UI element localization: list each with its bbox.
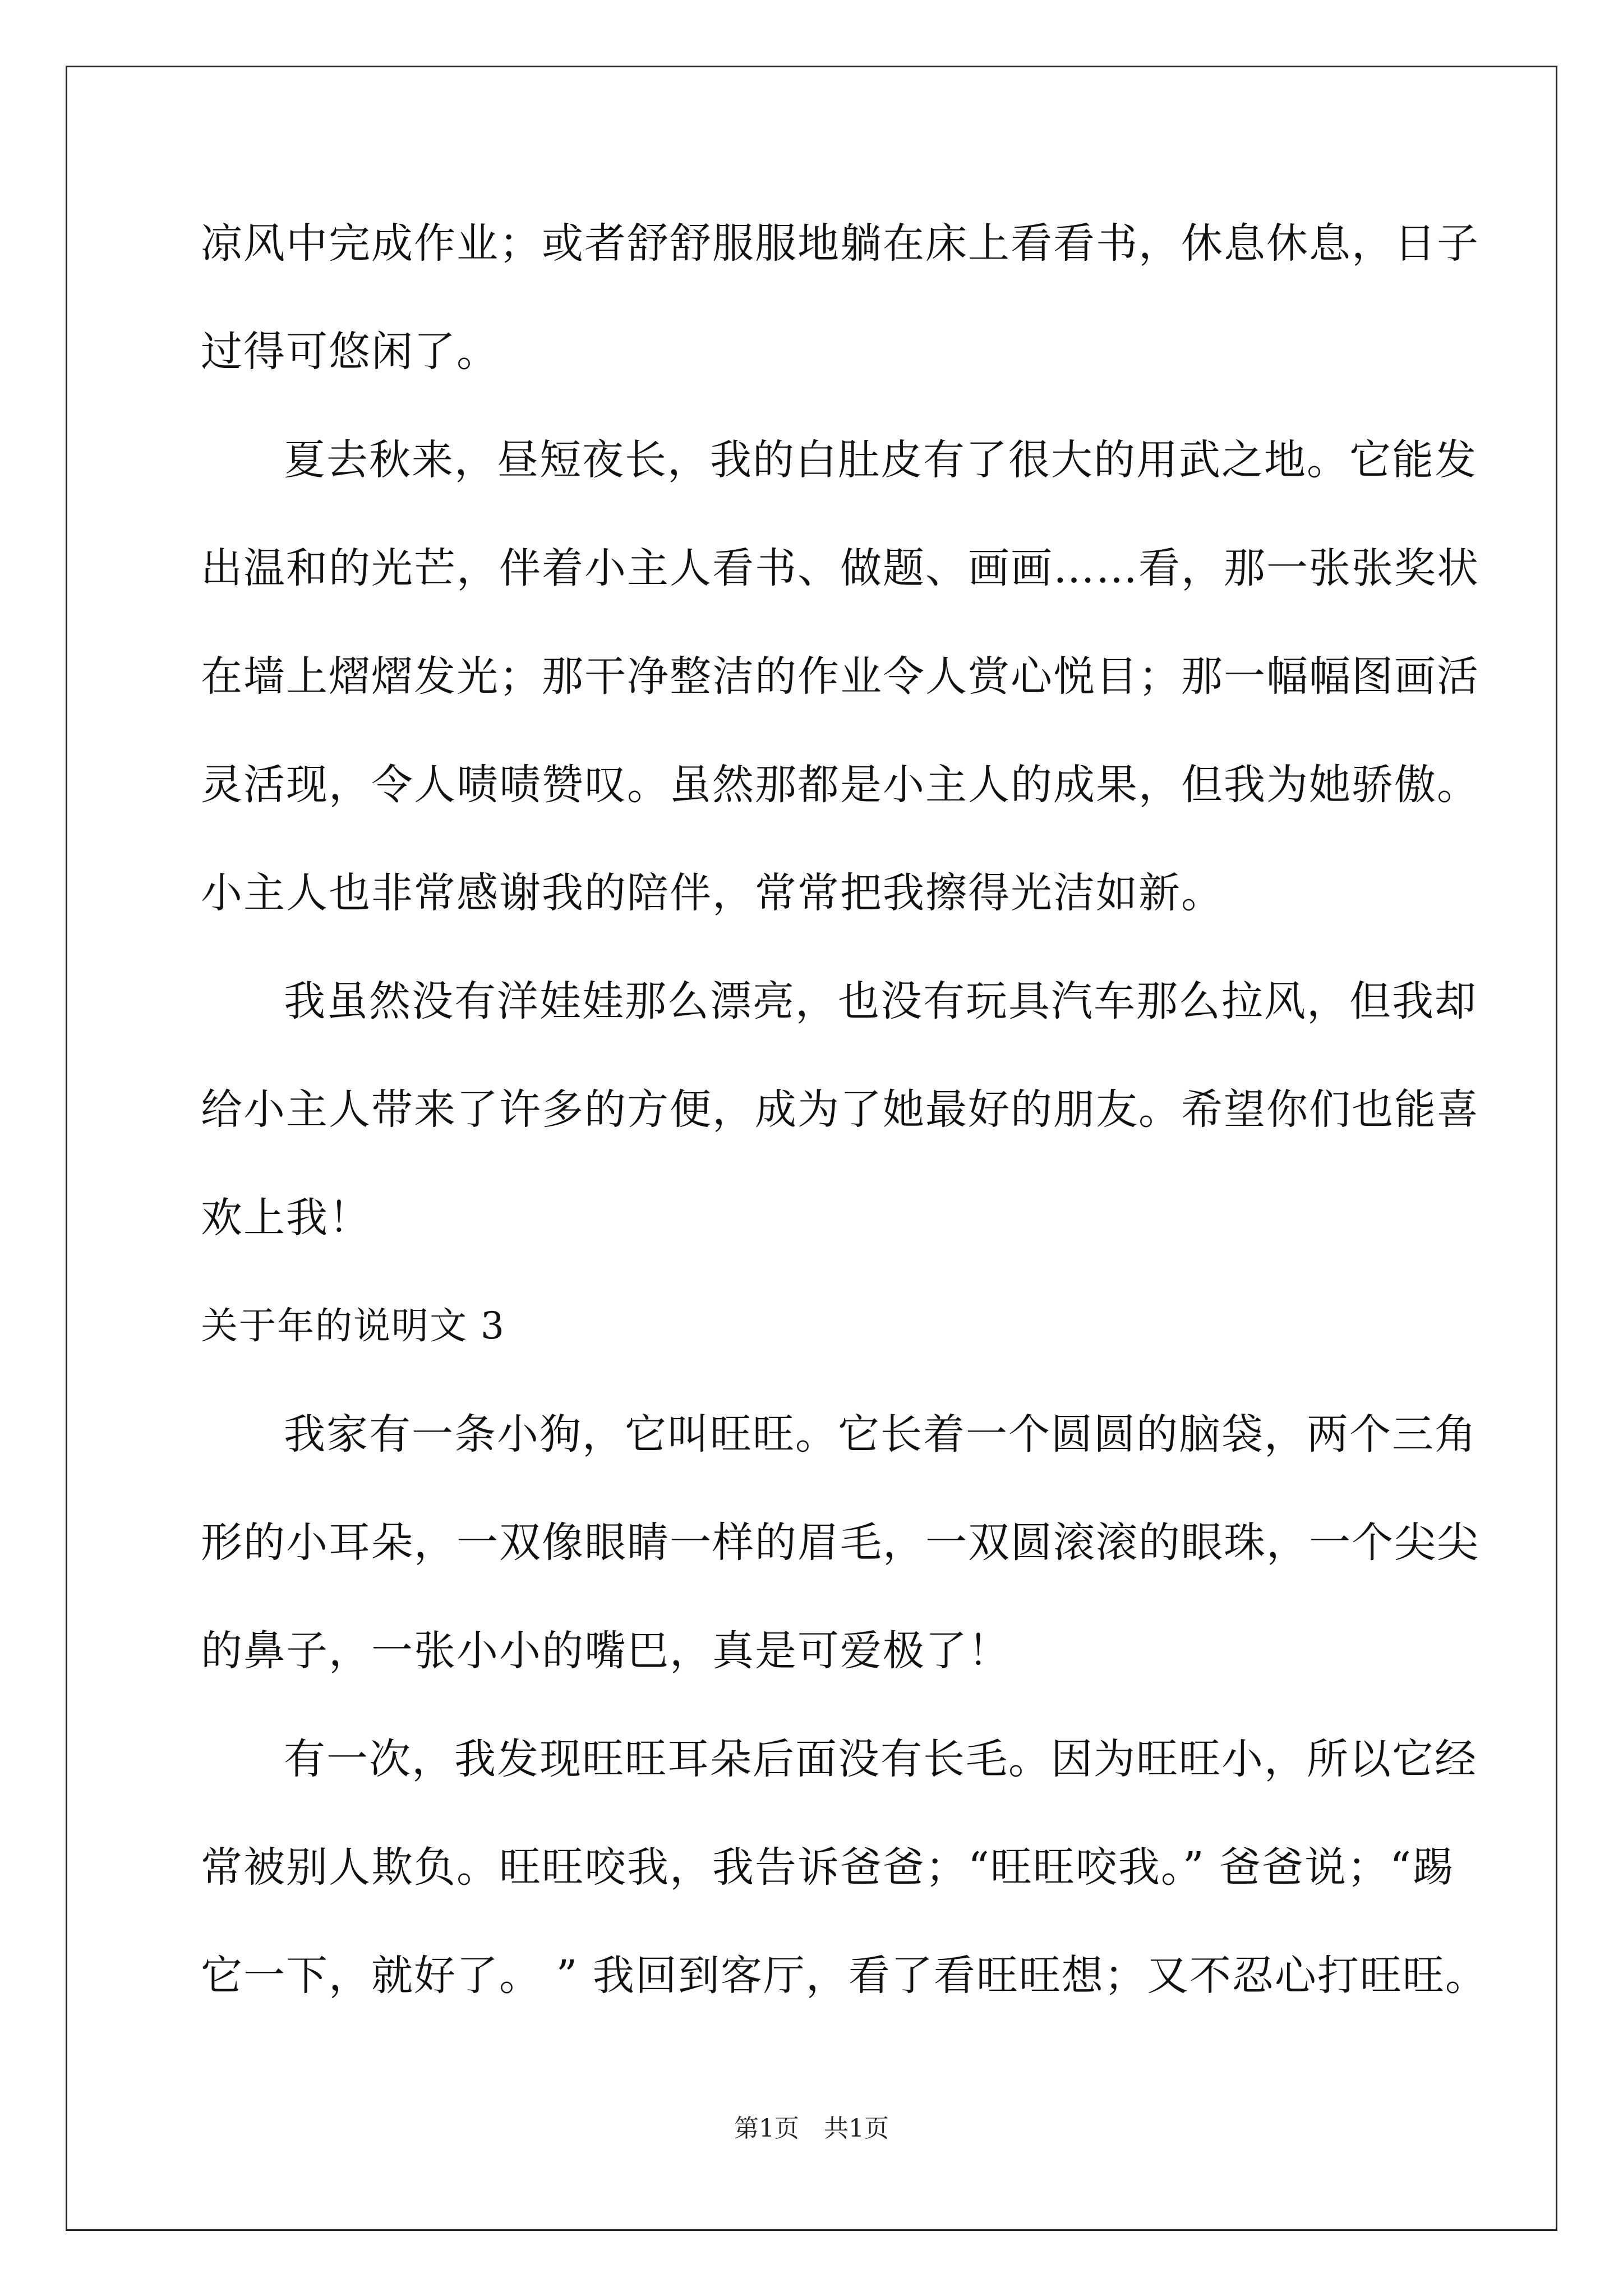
- text-line: 的鼻子，一张小小的嘴巴，真是可爱极了！: [201, 1627, 1011, 1675]
- page-footer: 第1页 共1页: [734, 2114, 889, 2143]
- section-title: 关于年的说明文 3: [201, 1304, 505, 1347]
- text-line: 凉风中完成作业；或者舒舒服服地躺在床上看看书，休息休息，日子: [201, 219, 1479, 268]
- text-line: 我家有一条小狗，它叫旺旺。它长着一个圆圆的脑袋，两个三角: [284, 1410, 1477, 1458]
- text-line: 欢上我！: [201, 1194, 371, 1242]
- text-line: 过得可悠闲了。: [201, 328, 499, 376]
- paragraph-4: [201, 1403, 1479, 1728]
- document-body: [201, 212, 1488, 2053]
- text-line: 夏去秋来，昼短夜长，我的白肚皮有了很大的用武之地。它能发: [284, 436, 1477, 484]
- text-line: 形的小耳朵，一双像眼睛一样的眉毛，一双圆滚滚的眼珠，一个尖尖: [201, 1519, 1479, 1567]
- text-line: 有一次，我发现旺旺耳朵后面没有长毛。因为旺旺小，所以它经: [284, 1735, 1477, 1783]
- text-line: 给小主人带来了许多的方便，成为了她最好的朋友。希望你们也能喜: [201, 1085, 1479, 1134]
- text-line: 在墙上熠熠发光；那干净整洁的作业令人赏心悦目；那一幅幅图画活: [201, 652, 1479, 701]
- text-line: 我虽然没有洋娃娃那么漂亮，也没有玩具汽车那么拉风，但我却: [284, 977, 1477, 1025]
- paragraph-1: [201, 212, 1479, 429]
- text-line: 出温和的光芒，伴着小主人看书、做题、画画……看，那一张张奖状: [201, 544, 1479, 592]
- text-line: 小主人也非常感谢我的陪伴，常常把我擦得光洁如新。: [201, 869, 1224, 917]
- text-line: 灵活现，令人啧啧赞叹。虽然那都是小主人的成果，但我为她骄傲。: [201, 761, 1479, 809]
- text-line: 它一下，就好了。 ” 我回到客厅，看了看旺旺想；又不忍心打旺旺。: [201, 1952, 1488, 2000]
- text-line: 常被别人欺负。旺旺咬我，我告诉爸爸；“旺旺咬我。” 爸爸说；“踢: [201, 1843, 1455, 1892]
- paragraph-5: [201, 1728, 1488, 2053]
- paragraph-3: [201, 970, 1479, 1295]
- paragraph-2: [201, 429, 1479, 970]
